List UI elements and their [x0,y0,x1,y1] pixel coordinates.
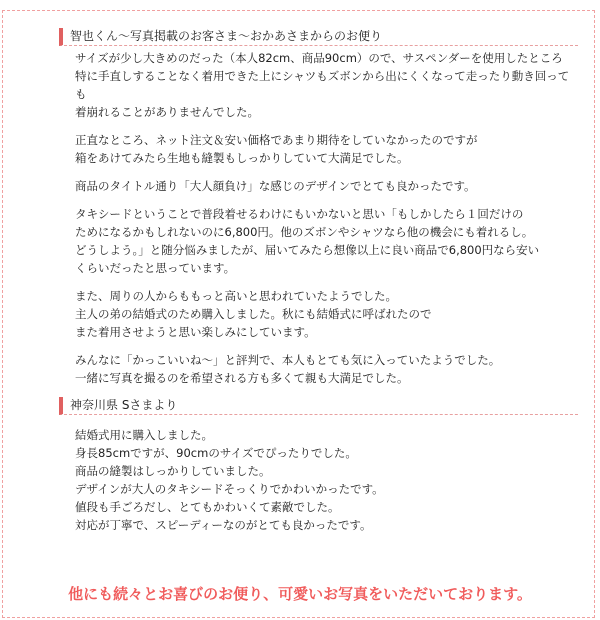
testimonial-1-paragraph-2: 正直なところ、ネット注文＆安い価格であまり期待をしていなかったのですが 箱をあけてみたら生地も縫製もしっかりしていて大満足でした。 [75,133,478,165]
footer-note: 他にも続々とお喜びのお便り、可愛いお写真をいただいております。 [68,585,532,603]
testimonial-header-2: 神奈川県 Sさまより [59,397,578,415]
testimonial-body-1 [75,49,575,397]
testimonial-header-1: 智也くん〜写真掲載のお客さま〜おかあさまからのお便り [59,28,578,46]
testimonial-2-paragraph-1: 結婚式用に購入しました。 身長85cmですが、90cmのサイズでぴったりでした。 商品の縫製はしっかりしていました。 デザインが大人のタキシードそっくりでかわいかったです。 値段も手ごろだし、とてもかわいくて素敵でした。 対応が丁寧で、スピーディーなのがとても良かったです。 [75,428,384,532]
testimonial-1-paragraph-1: サイズが少し大きめのだった（本人82cm、商品90cm）ので、サスペンダーを使用したところ 特に手直しすることなく着用できた上にシャツもズボンから出にくくなって走ったり動き回っても 着崩れることがありませんでした。 [75,51,570,119]
testimonial-1-paragraph-6: みんなに「かっこいいね〜」と評判で、本人もとても気に入っていたようでした。 一緒に写真を撮るのを希望される方も多くて親も大満足でした。 [75,353,501,385]
testimonial-1-paragraph-5: また、周りの人からももっと高いと思われていたようでした。 主人の弟の結婚式のため購入しました。秋にも結婚式に呼ばれたので また着用させようと思い楽しみにしています。 [75,289,432,339]
testimonial-body-2 [75,426,575,544]
testimonial-1-paragraph-4: タキシードということで普段着せるわけにもいかないと思い「もしかしたら１回だけの ためになるかもしれないのに6,800円。他のズボンやシャツなら他の機会にも着れるし。 どうしよう。」と随分悩みましたが、届いてみたら想像以上に良い商品で6,800円なら安い くらいだったと思っています。 [75,207,540,275]
testimonial-1-paragraph-3: 商品のタイトル通り「大人顔負け」な感じのデザインでとても良かったです。 [75,179,476,193]
